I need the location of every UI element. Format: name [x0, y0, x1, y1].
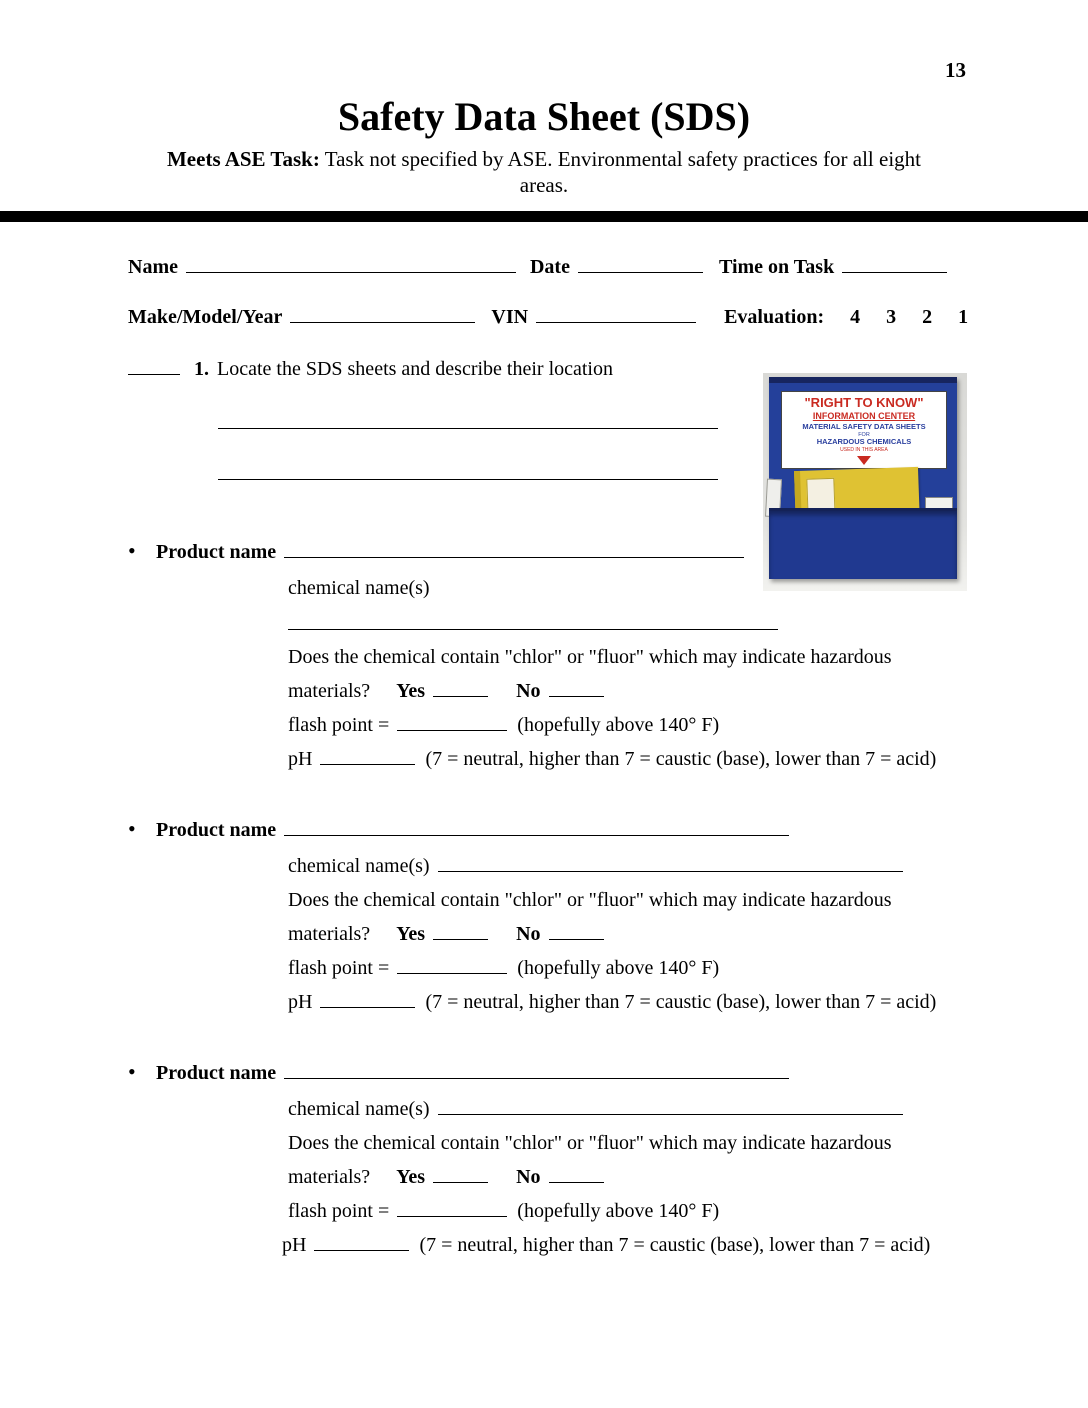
header-row-1	[128, 254, 978, 280]
flash-point-label: flash point =	[288, 713, 390, 736]
product-name-label: Product name	[156, 818, 277, 841]
flash-point-blank	[397, 725, 507, 731]
flash-point-row	[288, 714, 978, 736]
sign-line-3: HAZARDOUS CHEMICALS	[816, 437, 912, 447]
sign-title: "RIGHT TO KNOW"	[804, 395, 924, 410]
yes-blank	[433, 691, 488, 697]
meets-ase-text: Task not specified by ASE. Environmental safety practices for all eight areas.	[324, 147, 922, 198]
ph-label: pH	[288, 747, 313, 770]
page-number: 13	[945, 58, 966, 82]
no-blank	[549, 934, 604, 940]
chemical-name-label: chemical name(s)	[288, 854, 430, 877]
ph-row	[282, 1234, 978, 1256]
sds-wall-holder	[769, 377, 957, 579]
down-arrow-icon	[857, 456, 871, 465]
chemical-name-blank	[288, 629, 778, 630]
product-section-body	[288, 577, 978, 770]
evaluation-label: Evaluation:	[724, 305, 825, 328]
flash-point-row	[288, 1200, 978, 1222]
ph-note: (7 = neutral, higher than 7 = caustic (base), lower than 7 = acid)	[425, 747, 937, 770]
question-1-score-blank	[128, 369, 180, 375]
product-section-body	[288, 855, 978, 1013]
evaluation-value-3: 3	[886, 305, 897, 328]
bullet-icon: •	[128, 1058, 136, 1084]
ph-label: pH	[288, 990, 313, 1013]
ph-row	[288, 748, 978, 770]
product-name-label: Product name	[156, 540, 277, 563]
yes-label: Yes	[396, 1165, 426, 1188]
materials-row	[288, 680, 978, 702]
no-blank	[549, 1177, 604, 1183]
ph-note: (7 = neutral, higher than 7 = caustic (base), lower than 7 = acid)	[425, 990, 937, 1013]
vin-blank	[536, 317, 696, 323]
right-to-know-sign	[781, 391, 947, 469]
ph-blank	[314, 1245, 409, 1251]
make-model-year-label: Make/Model/Year	[128, 305, 283, 328]
flash-point-note: (hopefully above 140° F)	[517, 713, 720, 736]
hazard-question-row	[288, 889, 978, 911]
ph-label: pH	[282, 1233, 307, 1256]
name-blank	[186, 267, 516, 273]
hazard-question-text: Does the chemical contain "chlor" or "fluor" which may indicate hazardous	[288, 888, 892, 911]
hazard-question-text: Does the chemical contain "chlor" or "fluor" which may indicate hazardous	[288, 1131, 892, 1154]
chemical-name-row	[288, 1098, 978, 1120]
time-on-task-label: Time on Task	[718, 255, 835, 278]
materials-label: materials?	[288, 1165, 371, 1188]
vin-label: VIN	[491, 305, 529, 328]
sign-line-2: FOR	[858, 431, 870, 438]
no-label: No	[516, 1165, 541, 1188]
sign-line-1: MATERIAL SAFETY DATA SHEETS	[802, 422, 926, 432]
hazard-question-row	[288, 646, 978, 668]
flash-point-label: flash point =	[288, 956, 390, 979]
hazard-question-text: Does the chemical contain "chlor" or "fluor" which may indicate hazardous	[288, 645, 892, 668]
yes-blank	[433, 1177, 488, 1183]
location-description-blank-1	[218, 428, 718, 429]
materials-label: materials?	[288, 679, 371, 702]
make-model-year-blank	[290, 317, 475, 323]
flash-point-note: (hopefully above 140° F)	[517, 1199, 720, 1222]
product-name-row	[128, 816, 978, 843]
product-section-3	[128, 1059, 978, 1256]
divider-bar	[0, 211, 1088, 222]
sign-subtitle: INFORMATION CENTER	[812, 410, 916, 421]
no-label: No	[516, 922, 541, 945]
no-blank	[549, 691, 604, 697]
product-name-blank	[284, 552, 744, 558]
ph-note: (7 = neutral, higher than 7 = caustic (base), lower than 7 = acid)	[419, 1233, 931, 1256]
date-blank	[578, 267, 703, 273]
product-name-row	[128, 1059, 978, 1086]
product-name-blank	[284, 830, 789, 836]
flash-point-blank	[397, 968, 507, 974]
evaluation-value-2: 2	[922, 305, 933, 328]
product-section-body	[282, 1097, 978, 1256]
header-row-2	[128, 304, 978, 330]
ph-row	[288, 991, 978, 1013]
time-on-task-blank	[842, 267, 947, 273]
ph-blank	[320, 1002, 415, 1008]
location-description-blank-2	[218, 479, 718, 480]
date-label: Date	[529, 255, 570, 278]
flash-point-row	[288, 957, 978, 979]
no-label: No	[516, 679, 541, 702]
question-1-text: Locate the SDS sheets and describe their location	[217, 357, 613, 380]
meets-ase-label: Meets ASE Task:	[166, 147, 320, 171]
flash-point-note: (hopefully above 140° F)	[517, 956, 720, 979]
sds-station-photo	[763, 373, 967, 591]
chemical-name-blank	[438, 866, 903, 872]
chemical-name-label: chemical name(s)	[288, 1097, 430, 1120]
bullet-icon: •	[128, 537, 136, 563]
chemical-name-label: chemical name(s)	[288, 576, 430, 599]
evaluation-value-1: 1	[958, 305, 969, 328]
evaluation-value-4: 4	[850, 305, 861, 328]
sign-line-4: USED IN THIS AREA	[840, 446, 888, 453]
bullet-icon: •	[128, 815, 136, 841]
page-title: Safety Data Sheet (SDS)	[337, 94, 751, 139]
question-1-number: 1.	[194, 357, 209, 380]
yes-label: Yes	[396, 922, 426, 945]
ph-blank	[320, 759, 415, 765]
meets-ase-line	[144, 146, 944, 199]
name-label: Name	[128, 255, 178, 278]
chemical-name-row	[288, 855, 978, 877]
product-name-blank	[284, 1073, 789, 1079]
yes-label: Yes	[396, 679, 426, 702]
product-name-label: Product name	[156, 1061, 277, 1084]
materials-row	[288, 1166, 978, 1188]
holder-pocket	[769, 508, 957, 579]
materials-label: materials?	[288, 922, 371, 945]
chemical-name-blank	[438, 1109, 903, 1115]
product-section-2	[128, 816, 978, 1013]
materials-row	[288, 923, 978, 945]
yes-blank	[433, 934, 488, 940]
flash-point-blank	[397, 1211, 507, 1217]
flash-point-label: flash point =	[288, 1199, 390, 1222]
hazard-question-row	[288, 1132, 978, 1154]
